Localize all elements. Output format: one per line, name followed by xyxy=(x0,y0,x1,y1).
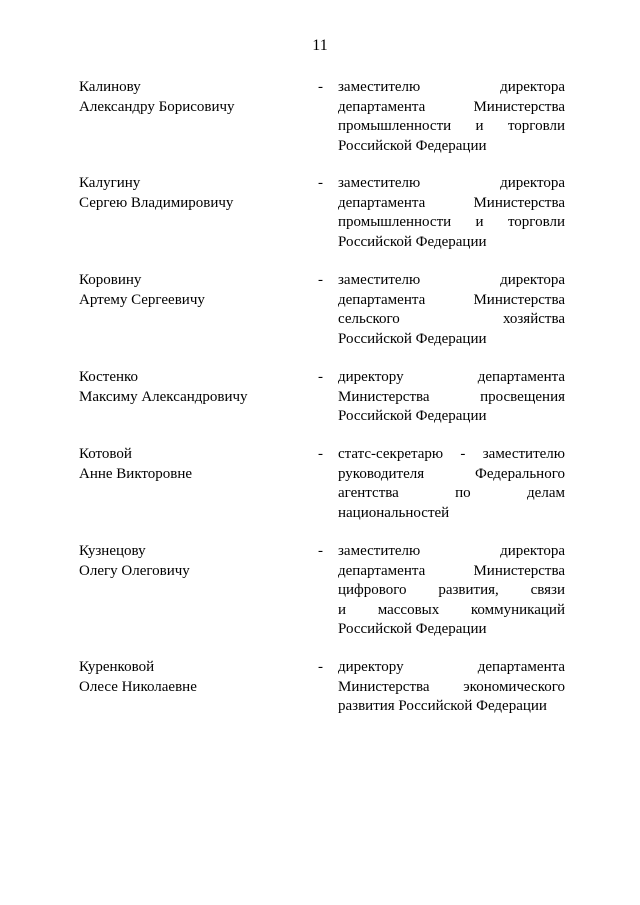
position-word: и xyxy=(475,118,484,134)
position-word: и xyxy=(475,214,484,230)
position-word: торговли xyxy=(507,118,565,134)
position-word: Министерства xyxy=(338,388,430,405)
person-position xyxy=(338,271,565,349)
position-word: делам xyxy=(527,485,565,501)
person-surname: Костенко xyxy=(79,369,139,385)
position-word: промышленности xyxy=(338,118,452,134)
position-line xyxy=(338,271,565,291)
position-word: Министерства xyxy=(473,291,565,308)
position-line xyxy=(338,174,565,194)
position-line xyxy=(338,213,565,233)
person-name xyxy=(79,445,299,484)
entry-dash: - xyxy=(318,272,323,288)
position-word: заместителю xyxy=(338,272,421,288)
position-word: заместителю xyxy=(338,175,421,191)
position-word: департамента xyxy=(338,562,426,579)
position-word: директора xyxy=(500,175,565,191)
person-surname: Кузнецову xyxy=(79,543,146,559)
position-line xyxy=(338,407,565,427)
position-word: Российской Федерации xyxy=(338,408,487,424)
position-word: руководителя xyxy=(338,465,425,482)
position-line xyxy=(338,562,565,582)
position-word: развития Российской Федерации xyxy=(338,698,547,714)
position-line xyxy=(338,233,565,253)
person-name xyxy=(79,542,299,581)
position-line xyxy=(338,98,565,118)
position-word: департамента xyxy=(338,291,426,308)
position-word: директора xyxy=(500,543,565,559)
person-position xyxy=(338,174,565,252)
entry-dash: - xyxy=(318,659,323,675)
position-word: департамента xyxy=(477,369,565,385)
position-line xyxy=(338,484,565,504)
position-word: департамента xyxy=(338,194,426,211)
position-line xyxy=(338,117,565,137)
position-word: Российской Федерации xyxy=(338,137,487,154)
position-word: заместителю xyxy=(338,543,421,559)
person-surname: Калинову xyxy=(79,79,141,95)
person-position xyxy=(338,445,565,523)
position-word: Федерального xyxy=(474,465,565,482)
position-word: просвещения xyxy=(480,388,565,405)
position-word: национальностей xyxy=(338,504,450,521)
position-word: Министерства xyxy=(338,678,430,695)
person-given-names: Олесе Николаевне xyxy=(79,678,197,695)
position-word: Российской Федерации xyxy=(338,233,487,250)
position-word: торговли xyxy=(507,214,565,230)
person-position xyxy=(338,78,565,156)
position-word: агентства xyxy=(338,485,399,501)
position-word: заместителю xyxy=(338,79,421,95)
entry-dash: - xyxy=(318,79,323,95)
person-position xyxy=(338,368,565,427)
person-given-names: Олегу Олеговичу xyxy=(79,562,190,579)
position-line xyxy=(338,78,565,98)
position-word: Российской Федерации xyxy=(338,330,487,347)
position-line xyxy=(338,697,565,717)
position-line xyxy=(338,310,565,330)
position-word: департамента xyxy=(338,98,426,115)
position-word: - xyxy=(460,446,466,462)
entry-dash: - xyxy=(318,175,323,191)
person-name xyxy=(79,174,299,213)
position-line xyxy=(338,620,565,640)
person-given-names: Артему Сергеевичу xyxy=(79,291,205,308)
person-position xyxy=(338,658,565,717)
position-word: хозяйства xyxy=(502,311,565,327)
person-given-names: Александру Борисовичу xyxy=(79,98,235,115)
position-line xyxy=(338,542,565,562)
position-word: коммуникаций xyxy=(470,601,565,618)
position-line xyxy=(338,581,565,601)
position-word: директору xyxy=(338,369,404,385)
position-word: развития, xyxy=(438,582,499,598)
person-surname: Коровину xyxy=(79,272,142,288)
position-line xyxy=(338,504,565,524)
position-word: по xyxy=(455,485,471,501)
person-surname: Куренковой xyxy=(79,659,155,675)
entry-dash: - xyxy=(318,446,323,462)
position-line xyxy=(338,465,565,485)
position-line xyxy=(338,330,565,350)
position-line xyxy=(338,678,565,698)
position-word: сельского xyxy=(338,311,400,327)
entry-dash: - xyxy=(318,369,323,385)
person-given-names: Максиму Александровичу xyxy=(79,388,248,405)
person-name xyxy=(79,658,299,697)
position-word: директора xyxy=(500,79,565,95)
position-word: Российской Федерации xyxy=(338,621,487,637)
position-word: массовых xyxy=(377,601,440,618)
position-line xyxy=(338,388,565,408)
position-word: промышленности xyxy=(338,214,452,230)
entry-dash: - xyxy=(318,543,323,559)
position-line xyxy=(338,137,565,157)
position-word: директору xyxy=(338,659,404,675)
position-word: Министерства xyxy=(473,194,565,211)
person-position xyxy=(338,542,565,640)
position-word: заместителю xyxy=(482,446,565,462)
position-line xyxy=(338,658,565,678)
position-word: статс-секретарю xyxy=(338,446,444,462)
person-given-names: Анне Викторовне xyxy=(79,465,193,482)
person-name xyxy=(79,271,299,310)
position-line xyxy=(338,368,565,388)
position-word: Министерства xyxy=(473,98,565,115)
person-surname: Калугину xyxy=(79,175,141,191)
position-word: цифрового xyxy=(338,582,407,598)
person-name xyxy=(79,368,299,407)
person-surname: Котовой xyxy=(79,446,132,462)
position-word: директора xyxy=(500,272,565,288)
person-name xyxy=(79,78,299,117)
position-line xyxy=(338,194,565,214)
position-word: связи xyxy=(530,582,565,598)
position-word: департамента xyxy=(477,659,565,675)
position-word: Министерства xyxy=(473,562,565,579)
position-word: экономического xyxy=(463,678,565,695)
position-line xyxy=(338,445,565,465)
person-given-names: Сергею Владимировичу xyxy=(79,194,234,211)
position-line xyxy=(338,601,565,621)
page-number: 11 xyxy=(312,37,328,54)
position-line xyxy=(338,291,565,311)
position-word: и xyxy=(338,601,347,618)
